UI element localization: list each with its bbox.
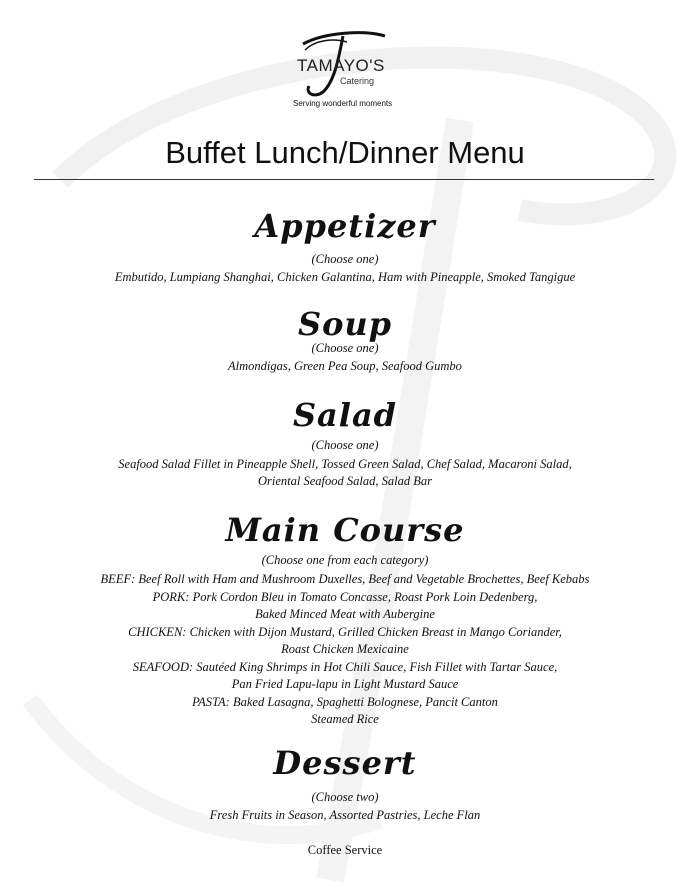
title-divider xyxy=(34,179,654,180)
main-pork-line-1: PORK: Pork Cordon Bleu in Tomato Concasse, Roast Pork Loin Dedenberg, xyxy=(152,590,538,604)
dessert-note: (Choose two) xyxy=(311,790,379,804)
appetizer-note: (Choose one) xyxy=(311,252,379,266)
salad-items-line-2: Oriental Seafood Salad, Salad Bar xyxy=(258,474,432,488)
salad-note: (Choose one) xyxy=(311,438,379,452)
main-pork-line-2: Baked Minced Meat with Aubergine xyxy=(255,607,435,621)
soup-items: Almondigas, Green Pea Soup, Seafood Gumbo xyxy=(228,359,462,373)
main-pasta: PASTA: Baked Lasagna, Spaghetti Bolognese, Pancit Canton xyxy=(192,695,498,709)
main-seafood-line-1: SEAFOOD: Sautéed King Shrimps in Hot Chili Sauce, Fish Fillet with Tartar Sauce, xyxy=(132,660,558,674)
main-chicken-line-1: CHICKEN: Chicken with Dijon Mustard, Grilled Chicken Breast in Mango Coriander, xyxy=(128,625,562,639)
soup-heading: Soup xyxy=(297,305,393,343)
page-title: Buffet Lunch/Dinner Menu xyxy=(165,135,525,170)
coffee-service: Coffee Service xyxy=(307,843,383,857)
dessert-items: Fresh Fruits in Season, Assorted Pastries, Leche Flan xyxy=(209,808,481,822)
appetizer-items: Embutido, Lumpiang Shanghai, Chicken Galantina, Ham with Pineapple, Smoked Tangigue xyxy=(114,270,576,284)
salad-items-line-1: Seafood Salad Fillet in Pineapple Shell, Tossed Green Salad, Chef Salad, Macaroni Salad, xyxy=(118,457,572,471)
salad-heading: Salad xyxy=(292,396,398,434)
main-beef: BEEF: Beef Roll with Ham and Mushroom Duxelles, Beef and Vegetable Brochettes, Beef Kebabs xyxy=(100,572,590,586)
main-course-note: (Choose one from each category) xyxy=(261,553,429,567)
logo-sub: Catering xyxy=(340,76,375,86)
dessert-heading: Dessert xyxy=(273,744,417,782)
soup-note: (Choose one) xyxy=(311,341,379,355)
logo-brand: TAMAYO'S xyxy=(297,56,385,75)
brand-logo xyxy=(285,26,415,111)
appetizer-heading: Appetizer xyxy=(254,207,436,245)
main-seafood-line-2: Pan Fried Lapu-lapu in Light Mustard Sauce xyxy=(231,677,459,691)
main-chicken-line-2: Roast Chicken Mexicaine xyxy=(281,642,409,656)
logo-tagline: Serving wonderful moments xyxy=(293,99,393,108)
main-course-heading: Main Course xyxy=(225,511,465,549)
main-rice: Steamed Rice xyxy=(311,712,379,726)
